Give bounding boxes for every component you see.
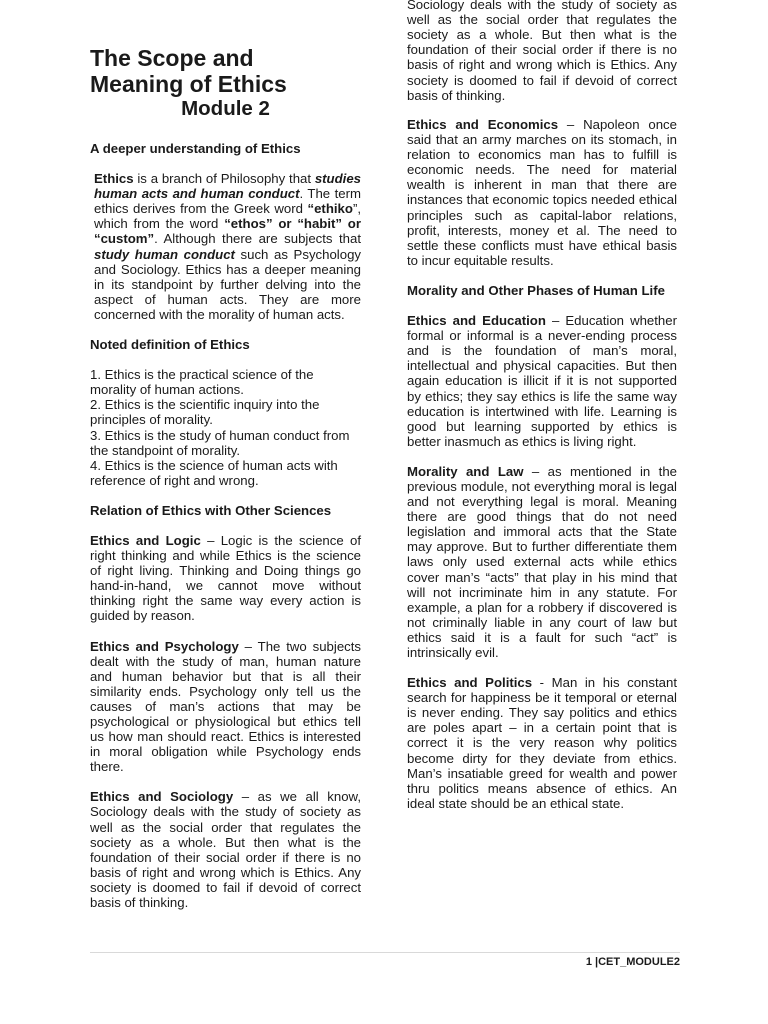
intro-term: Ethics (94, 171, 134, 187)
page-footer: 1 |CET_MODULE2 (585, 956, 680, 968)
title-line-1: The Scope and (90, 45, 254, 71)
law-heading: Morality and Law (407, 463, 524, 479)
politics-text: - Man in his constant search for happiness be it temporal or eternal is never ending. They say politics and ethics are poles apart – in a certain point that is correct it is the very reason why politics become dirty for they deviate from ethics. Man’s insatiable greed for wealth and power thru politics means absence of ethics. An ideal state should be an ethical state. (407, 675, 677, 811)
law-text: – as mentioned in the previous module, not everything moral is legal and not everything legal is moral. Meaning there are good things that do not need legislation and immoral acts that the State may approve. But to further differentiate them laws only used external acts while ethics cover man’s “acts” that play in his mind that will not incriminate him in any statute. For example, a plan for a robbery if discovered is not criminally liable in any court of law but ethics said it is a fault for such “act” is intrinsically evil. (407, 463, 677, 660)
subtitle: A deeper understanding of Ethics (90, 141, 301, 156)
intro-term: “ethos” or “habit” or “custom” (94, 216, 361, 247)
definitions-heading: Noted definition of Ethics (90, 337, 250, 353)
politics-heading: Ethics and Politics (407, 675, 533, 691)
sociology-text-continued: Sociology deals with the study of society as well as the social order that regulates the society as a whole. But then what is the foundation of their social order if there is no basis of right and wrong which is Ethics. Any society is doomed to fail if devoid of correct basis of thinking. (407, 0, 677, 103)
definition-item: 1. Ethics is the practical science of the morality of human actions. (90, 367, 314, 398)
sociology-paragraph (90, 789, 361, 911)
psychology-text: – The two subjects dealt with the study of man, human nature and human behavior but that is all their similarity ends. Psychology only tell us the causes of man’s actions that may be psychological or physiological but ethics tell us how man should react. Ethics is interested in moral obligation while Psychology ends there. (90, 638, 362, 775)
intro-text: . Although there are subjects that (154, 231, 361, 247)
politics-paragraph (407, 675, 677, 811)
intro-emphasis: studies human acts and human conduct (94, 171, 361, 202)
sociology-text: – as we all know, Sociology deals with the study of society as well as the social order that regulates the society as a whole. But then what is the foundation of their social order if there is no basis of right and wrong which is Ethics. Any society is doomed to fail if devoid of correct basis of thinking. (90, 789, 361, 911)
intro-text: such as Psychology and Sociology. Ethics has a deeper meaning in its standpoint by further delving into the aspect of human acts. They are more concerned with the morality of human acts. (94, 246, 361, 322)
definitions-list (90, 367, 361, 488)
page-title (90, 42, 361, 97)
intro-emphasis: study human conduct (94, 246, 235, 262)
logic-text: – Logic is the science of right thinking and while Ethics is the science of right living. Thinking and Doing things go hand-in-hand, we cannot move without thinking right the same way every action is guided by reason. (90, 532, 361, 624)
definition-item: 2. Ethics is the scientific inquiry into the principles of morality. (90, 397, 320, 428)
logic-heading: Ethics and Logic (90, 532, 201, 548)
intro-term: “ethiko (307, 201, 353, 217)
sociology-continuation (407, 0, 677, 103)
economics-heading: Ethics and Economics (407, 117, 559, 132)
education-heading: Ethics and Education (407, 313, 546, 329)
sociology-heading: Ethics and Sociology (90, 789, 234, 805)
logic-paragraph (90, 533, 361, 624)
psychology-heading: Ethics and Psychology (90, 638, 239, 654)
definition-item: 4. Ethics is the science of human acts with reference of right and wrong. (90, 457, 338, 488)
intro-text: . The term ethics derives from the Greek word (94, 186, 362, 217)
right-column (407, 0, 677, 826)
morality-heading: Morality and Other Phases of Human Life (407, 282, 665, 298)
psychology-paragraph (90, 639, 361, 775)
education-paragraph (407, 313, 677, 449)
intro-paragraph (90, 171, 361, 322)
title-line-2: Meaning of Ethics (90, 71, 287, 97)
footer-divider (90, 952, 680, 953)
relation-heading: Relation of Ethics with Other Sciences (90, 502, 332, 518)
left-column (90, 42, 362, 911)
law-paragraph (407, 464, 677, 660)
intro-text: ”, which from the word (94, 201, 361, 232)
module-label: Module 2 (181, 97, 270, 120)
economics-paragraph (407, 117, 677, 268)
sociology-paragraph-continued (407, 0, 677, 103)
economics-text: – Napoleon once said that an army marches on its stomach, in relation to economics man has to fulfill is economic needs. The need for material wealth is inherent in man that there are instances that economic topics needed ethical principles such as capital-labor relations, profit, interests, money et al. The need to settle these conflicts must have ethical basis to incur equitable results. (407, 117, 677, 268)
definition-item: 3. Ethics is the study of human conduct from the standpoint of morality. (90, 427, 350, 458)
education-text: – Education whether formal or informal is a never-ending process and is the foundation of man’s moral, intellectual and physical capacities. But then again education is illicit if it is not supported by ethics; they say ethics is life the same way education is intertwined with life. Learning is good but learning supported by ethics is better inasmuch as ethics is living right. (407, 313, 677, 449)
intro-text: is a branch of Philosophy that (133, 171, 315, 187)
